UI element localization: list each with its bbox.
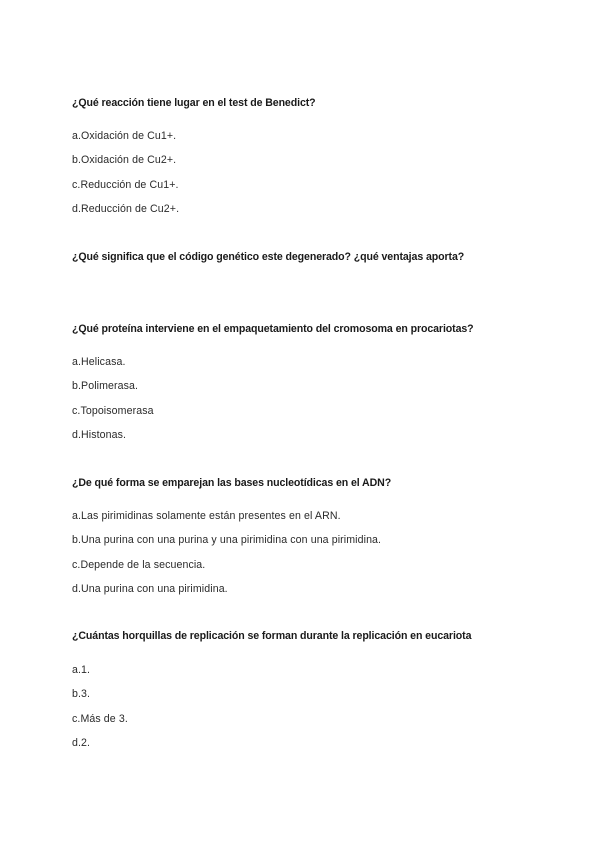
question-text: ¿Cuántas horquillas de replicación se forman durante la replicación en eucariota [72,630,472,642]
answer-option-c: c.Reducción de Cu1+. [72,178,179,191]
answer-option-b: b.3. [72,688,91,701]
answer-options [72,356,154,453]
answer-option-b: b.Oxidación de Cu2+. [72,154,177,167]
answer-options [72,510,381,607]
answer-options [72,130,179,227]
question-2 [72,251,572,263]
answer-options [72,664,128,761]
answer-option-d: d.2. [72,736,91,749]
question-text: ¿Qué proteína interviene en el empaquetamiento del cromosoma en procariotas? [72,323,474,335]
answer-option-d: d.Histonas. [72,428,127,441]
answer-option-b: b.Una purina con una purina y una pirimidina con una pirimidina. [72,534,382,547]
answer-option-c: c.Topoisomerasa [72,404,154,417]
question-text: ¿Qué significa que el código genético este degenerado? ¿qué ventajas aporta? [72,251,465,263]
answer-option-a: a.1. [72,664,91,676]
question-text: ¿De qué forma se emparejan las bases nucleotídicas en el ADN? [72,477,392,489]
question-text: ¿Qué reacción tiene lugar en el test de Benedict? [72,97,316,109]
question-4 [72,477,572,595]
answer-option-b: b.Polimerasa. [72,380,139,393]
answer-option-d: d.Una purina con una pirimidina. [72,582,228,595]
answer-option-a: a.Las pirimidinas solamente están presentes en el ARN. [72,510,341,522]
answer-option-c: c.Depende de la secuencia. [72,558,206,571]
answer-option-a: a.Helicasa. [72,356,126,368]
question-5 [72,630,572,749]
answer-option-d: d.Reducción de Cu2+. [72,202,180,215]
question-1 [72,97,572,215]
answer-option-c: c.Más de 3. [72,712,128,725]
question-3 [72,323,572,441]
answer-option-a: a.Oxidación de Cu1+. [72,130,177,142]
